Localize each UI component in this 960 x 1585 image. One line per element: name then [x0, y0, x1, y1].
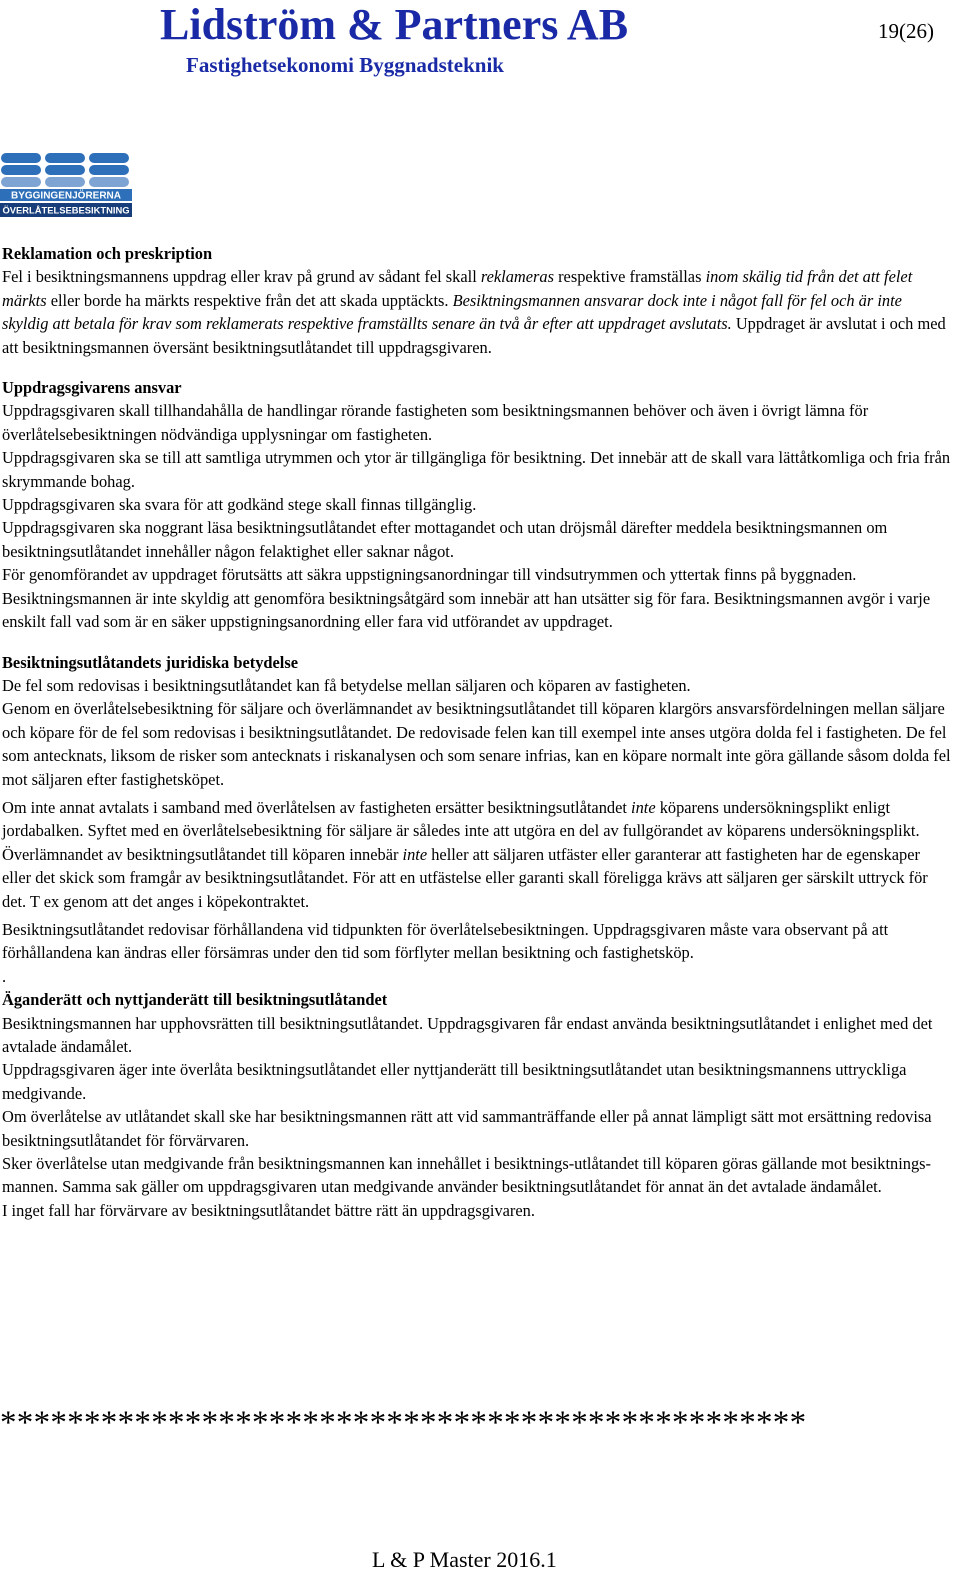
page-footer: L & P Master 2016.1: [372, 1547, 557, 1572]
paragraph: Uppdragsgivaren ska noggrant läsa besiktningsutlåtandet efter mottagandet och utan dröjsmål därefter meddela besiktningsmannen om besiktningsutlåtandet innehåller någon felaktighet eller saknar något.: [2, 518, 888, 561]
paragraph: Uppdragsgivaren ska svara för att godkänd stege skall finnas tillgänglig.: [2, 495, 477, 515]
logo-text-line1: BYGGINGENJÖRERNA: [10, 190, 122, 202]
company-name: Lidström & Partners AB: [160, 0, 629, 49]
section-aganderatt: [2, 988, 952, 1222]
dot-separator: .: [2, 966, 7, 986]
section-reklamation: [2, 242, 952, 359]
paragraph: Genom en överlåtelsebesiktning för säljare och överlämnandet av besiktningsutlåtandet till köparen klargörs ansvarsfördelningen mellan säljare och köpare för de fel som redovisas i besiktningsutlåtandet. De redovisade felen kan till exempel inte anses utgöra dolda fel i fastigheten. De fel som antecknats, liksom de risker som antecknats i riskanalysen och som senare infrias, kan en köpare normalt inte göra gällande såsom dolda fel mot säljaren efter fastighetsköpet.: [2, 699, 951, 789]
section-title: Äganderätt och nyttjanderätt till besiktningsutlåtandet: [2, 990, 388, 1010]
document-body: [2, 242, 952, 1222]
section-title: Besiktningsutlåtandets juridiska betydelse: [2, 652, 298, 672]
section-title: Uppdragsgivarens ansvar: [2, 378, 182, 398]
section-juridiska-betydelse: [2, 651, 952, 989]
paragraph: Om inte annat avtalats i samband med överlåtelsen av fastigheten ersätter besiktningsutlåtandet inte köparens undersökningsplikt enligt jordabalken. Syftet med en överlåtelsebesiktning för säljare är således inte att utgöra en del av fullgörandet av köparens undersökningsplikt.: [2, 797, 920, 841]
paragraph: Besiktningsutlåtandet redovisar förhållandena vid tidpunkten för överlåtelsebesiktningen. Uppdragsgivaren måste vara observant på att förhållandena kan ändras eller försämras under den tid som förflyter mellan besiktning och fastighetsköp.: [2, 919, 889, 963]
section-title: Reklamation och preskription: [2, 244, 213, 263]
paragraph: Uppdragsgivaren skall tillhandahålla de handlingar rörande fastigheten som besiktningsmannen behöver och även i övrigt lämna för överlåtelsebesiktningen nödvändiga upplysningar om fastigheten.: [2, 401, 869, 444]
asterisk-divider: ************************************************: [0, 1405, 807, 1441]
paragraph: De fel som redovisas i besiktningsutlåtandet kan få betydelse mellan säljaren och köparen av fastigheten.: [2, 675, 691, 695]
paragraph: Överlämnandet av besiktningsutlåtandet till köparen innebär inte heller att säljaren utfäster eller garanterar att fastigheten har de egenskaper eller det skick som framgår av besiktningsutlåtandet. För att en utfästelse eller garanti skall föreligga krävs att säljaren ger särskilt uttryck för det. T ex genom att det anges i köpekontraktet.: [2, 844, 928, 911]
sbr-logo: [0, 152, 132, 220]
paragraph: Uppdragsgivaren äger inte överlåta besiktningsutlåtandet eller nyttjanderätt till besiktningsutlåtandet utan besiktningsmannens uttryckliga medgivande.: [2, 1060, 907, 1103]
page-number: 19(26): [878, 19, 934, 43]
paragraph: Fel i besiktningsmannens uppdrag eller krav på grund av sådant fel skall reklameras respektive framställas inom skälig tid från det att felet märkts eller borde ha märkts respektive från det att skada upptäckts. Besiktningsmannen ansvarar dock inte i något fall för fel och är inte skyldig att betala för krav som reklamerats respektive framställts senare än två år efter att uppdraget avslutats. Uppdraget är avslutat i och med att besiktningsmannen översänt besiktningsutlåtandet till uppdragsgivaren.: [2, 267, 946, 357]
section-uppdragsgivarens-ansvar: [2, 376, 952, 633]
paragraph: Sker överlåtelse utan medgivande från besiktningsmannen kan innehållet i besiktnings-utlåtandet till köparen göras gällande mot besiktnings-mannen. Samma sak gäller om uppdragsgivaren utan medgivande använder besiktningsutlåtandet för annat än det avtalade ändamålet.: [2, 1154, 932, 1197]
paragraph: I inget fall har förvärvare av besiktningsutlåtandet bättre rätt än uppdragsgivaren.: [2, 1200, 535, 1220]
company-tagline: Fastighetsekonomi Byggnadsteknik: [186, 53, 504, 77]
paragraph: Om överlåtelse av utlåtandet skall ske har besiktningsmannen rätt att vid sammanträffande eller på annat lämpligt sätt mot ersättning redovisa besiktningsutlåtandet för förvärvaren.: [2, 1107, 932, 1150]
paragraph: För genomförandet av uppdraget förutsätts att säkra uppstigningsanordningar till vindsutrymmen och yttertak finns på byggnaden. Besiktningsmannen är inte skyldig att genomföra besiktningsåtgärd som innebär att han utsätter sig för fara. Besiktningsmannen avgör i varje enskilt fall vad som är en säker uppstigningsanordning eller fara vid utförandet av uppdraget.: [2, 565, 931, 632]
logo-text-line2: ÖVERLÅTELSEBESIKTNING: [2, 204, 130, 216]
paragraph: Besiktningsmannen har upphovsrätten till besiktningsutlåtandet. Uppdragsgivaren får endast använda besiktningsutlåtandet i enlighet med det avtalade ändamålet.: [2, 1013, 933, 1056]
paragraph: Uppdragsgivaren ska se till att samtliga utrymmen och ytor är tillgängliga för besiktning. Det innebär att de skall vara lättåtkomliga och fria från skrymmande bohag.: [2, 448, 951, 491]
